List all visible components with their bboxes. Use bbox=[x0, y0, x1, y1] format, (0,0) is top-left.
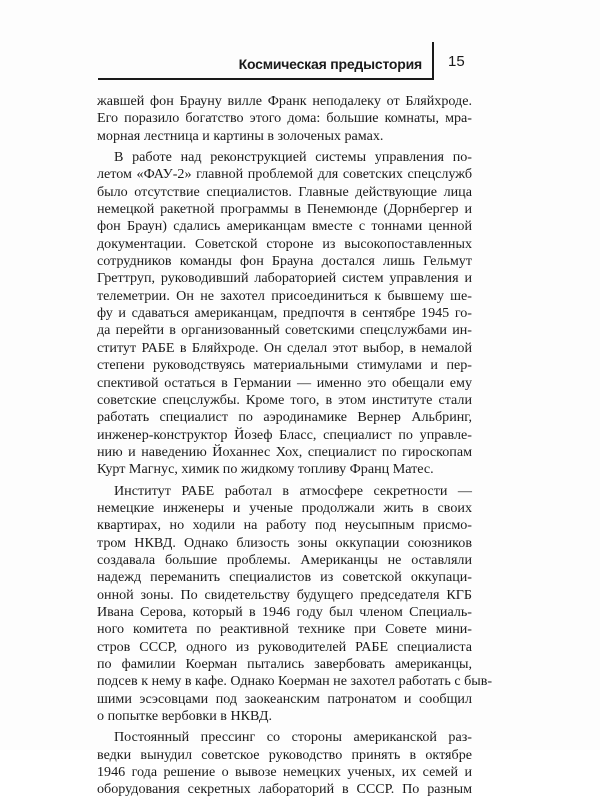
text-line: 1946 года решение о вывозе немецких ученых, их семей и bbox=[97, 764, 472, 781]
text-line: тром НКВД. Однако близость зоны оккупации союзников bbox=[97, 534, 472, 551]
text-line: Греттруп, руководивший лабораторией систем управления и bbox=[97, 270, 472, 287]
text-line: телеметрии. Он не захотел присоединиться к бывшему ше- bbox=[97, 287, 472, 304]
paragraph bbox=[97, 149, 472, 479]
chapter-title: Космическая предыстория bbox=[238, 56, 422, 72]
text-line: нию и наведению Йоханнес Хох, специалист по гироскопам bbox=[97, 443, 472, 460]
text-line: надежд переманить специалистов из советской оккупаци- bbox=[97, 569, 472, 586]
text-line: Его поразило богатство этого дома: большие комнаты, мра- bbox=[97, 110, 472, 127]
text-line: работать специалист по аэродинамике Вернер Альбринг, bbox=[97, 409, 472, 426]
text-line: степени руководствуясь материальными стимулами и пер- bbox=[97, 357, 472, 374]
text-line: советские спецслужбы. Кроме того, в этом институте стали bbox=[97, 391, 472, 408]
text-line: создавала большие проблемы. Американцы не оставляли bbox=[97, 551, 472, 568]
text-line: было отсутствие специалистов. Главные действующие лица bbox=[97, 183, 472, 200]
text-line: немецкой ракетной программы в Пенемюнде (Дорнбергер и bbox=[97, 201, 472, 218]
text-line: да перейти в организованный советскими спецслужбами ин- bbox=[97, 322, 472, 339]
text-line: жавшей фон Брауну вилле Франк неподалеку от Бляйхроде. bbox=[97, 93, 472, 109]
text-line: квартирах, но ходили на работу под неусыпным присмо- bbox=[97, 517, 472, 534]
text-line: Институт РАБЕ работал в атмосфере секретности — bbox=[114, 482, 472, 499]
text-line: ведки вынудил советское руководство принять в октябре bbox=[97, 746, 472, 763]
text-line: Ивана Серова, который в 1946 году был членом Специаль- bbox=[97, 603, 472, 620]
text-line: оборудования секретных лабораторий в СССР. По разным bbox=[97, 781, 472, 798]
text-line: фон Браун) сдались американцам вместе с тоннами ценной bbox=[97, 218, 472, 235]
text-line: подсев к нему в кафе. Однако Коерман не захотел работать с быв- bbox=[97, 673, 493, 690]
text-line: по фамилии Коерман пытались завербовать американцы, bbox=[97, 656, 472, 672]
body-text bbox=[97, 93, 493, 803]
text-line: В работе над реконструкцией системы управления по- bbox=[114, 149, 472, 166]
text-line: морная лестница и картины в золоченых рамах. bbox=[97, 127, 384, 144]
text-line: онной зоны. По свидетельству будущего председателя КГБ bbox=[97, 586, 472, 603]
paragraph bbox=[97, 482, 493, 726]
text-line: стров СССР, одного из руководителей РАБЕ специалиста bbox=[97, 638, 472, 655]
header-rule bbox=[98, 78, 434, 80]
text-line: спективой остаться в Германии — именно это обещали ему bbox=[97, 374, 472, 391]
text-line: о попытке вербовки в НКВД. bbox=[97, 708, 273, 725]
text-line: инженер-конструктор Йозеф Бласс, специалист по управле- bbox=[97, 426, 472, 443]
text-line: Постоянный прессинг со стороны американской раз- bbox=[114, 729, 472, 746]
page-number: 15 bbox=[448, 53, 465, 70]
paragraph bbox=[97, 729, 472, 798]
text-line: документации. Советской стороне из высокопоставленных bbox=[97, 235, 472, 252]
text-line: ного комитета по реактивной технике при Совете мини- bbox=[97, 621, 472, 638]
text-line: сотрудников команды фон Брауна достался лишь Гельмут bbox=[97, 253, 472, 270]
text-line: фу и сдаваться американцам, предпочтя в сентябре 1945 го- bbox=[97, 305, 472, 322]
text-line: шими эсэсовцами под заокеанским патронатом и сообщил bbox=[97, 690, 472, 707]
text-line: немецкие инженеры и ученые продолжали жить в своих bbox=[97, 499, 472, 516]
running-header bbox=[0, 38, 600, 80]
header-divider bbox=[432, 42, 434, 80]
text-line: ститут РАБЕ в Бляйхроде. Он сделал этот выбор, в немалой bbox=[97, 339, 472, 356]
text-line: Курт Магнус, химик по жидкому топливу Франц Матес. bbox=[97, 461, 434, 478]
paragraph bbox=[97, 93, 472, 145]
text-line: летом «ФАУ-2» главной проблемой для советских спецслужб bbox=[97, 166, 472, 183]
